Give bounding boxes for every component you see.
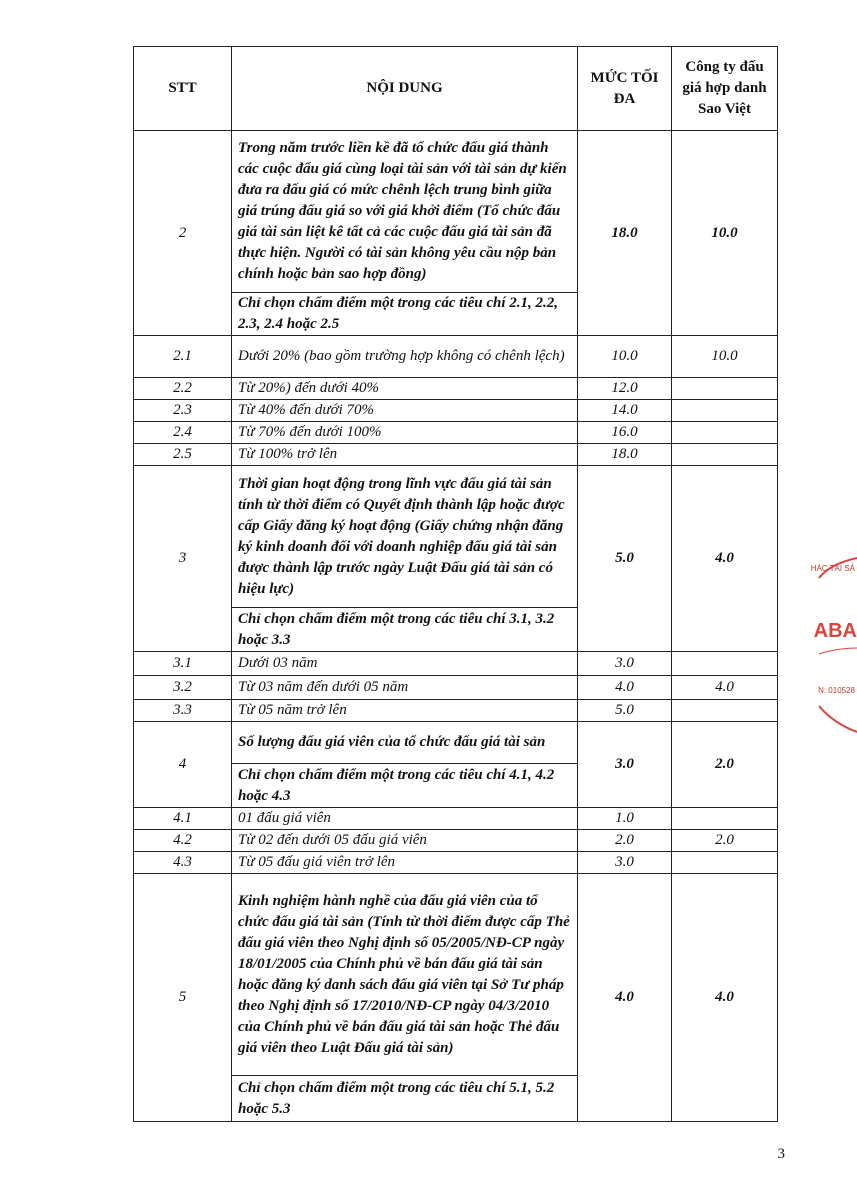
row-content: Thời gian hoạt động trong lĩnh vực đấu giá tài sản tính từ thời điểm có Quyết định thành lập hoặc được cấp Giấy đăng ký hoạt động (Giấy chứng nhận đăng ký kinh doanh đối với doanh nghiệp đấu giá tài sản được thành lập trước ngày Luật Đấu giá tài sản có hiệu lực) — [232, 466, 578, 608]
row-stt: 2.5 — [134, 444, 232, 466]
table-header-row — [134, 47, 778, 131]
table-row — [134, 700, 778, 722]
row-company-score: 4.0 — [672, 874, 778, 1122]
company-seal — [810, 556, 857, 736]
row-max-score: 10.0 — [578, 336, 672, 378]
row-max-score: 1.0 — [578, 808, 672, 830]
row-stt: 4.1 — [134, 808, 232, 830]
row-content: Từ 40% đến dưới 70% — [232, 400, 578, 422]
header-company-score: Công ty đấu giá hợp danh Sao Việt — [672, 47, 778, 131]
row-company-score: 10.0 — [672, 336, 778, 378]
row-company-score — [672, 444, 778, 466]
row-company-score: 2.0 — [672, 722, 778, 808]
row-stt: 4.3 — [134, 852, 232, 874]
scoring-table — [133, 46, 778, 1122]
table-row — [134, 808, 778, 830]
table-row — [134, 852, 778, 874]
row-stt: 2 — [134, 131, 232, 336]
table-row — [134, 722, 778, 764]
row-company-score — [672, 852, 778, 874]
table-row — [134, 676, 778, 700]
row-company-score — [672, 808, 778, 830]
row-max-score: 3.0 — [578, 652, 672, 676]
row-stt: 2.1 — [134, 336, 232, 378]
row-content: Từ 05 năm trở lên — [232, 700, 578, 722]
page-number: 3 — [777, 1146, 785, 1162]
row-content: Số lượng đấu giá viên của tổ chức đấu giá tài sản — [232, 722, 578, 764]
seal-text-bottom: N: 010528 — [818, 686, 855, 695]
row-max-score: 14.0 — [578, 400, 672, 422]
row-note: Chỉ chọn chấm điểm một trong các tiêu chí 4.1, 4.2 hoặc 4.3 — [232, 764, 578, 808]
row-stt: 3 — [134, 466, 232, 652]
table-row — [134, 466, 778, 608]
row-note: Chỉ chọn chấm điểm một trong các tiêu chí 3.1, 3.2 hoặc 3.3 — [232, 608, 578, 652]
row-max-score: 2.0 — [578, 830, 672, 852]
row-stt: 5 — [134, 874, 232, 1122]
header-content: NỘI DUNG — [232, 47, 578, 131]
table-row — [134, 400, 778, 422]
table-row — [134, 652, 778, 676]
row-stt: 4 — [134, 722, 232, 808]
table-row — [134, 874, 778, 1076]
table-row — [134, 444, 778, 466]
row-content: Từ 03 năm đến dưới 05 năm — [232, 676, 578, 700]
row-stt: 3.2 — [134, 676, 232, 700]
row-content: Từ 70% đến dưới 100% — [232, 422, 578, 444]
row-company-score: 10.0 — [672, 131, 778, 336]
row-content: Từ 05 đấu giá viên trở lên — [232, 852, 578, 874]
seal-text-middle: ABA — [813, 620, 857, 642]
row-content: 01 đấu giá viên — [232, 808, 578, 830]
row-max-score: 3.0 — [578, 852, 672, 874]
row-content: Kinh nghiệm hành nghề của đấu giá viên của tổ chức đấu giá tài sản (Tính từ thời điểm được cấp Thẻ đấu giá viên theo Nghị định số 05/2005/NĐ-CP ngày 18/01/2005 của Chính phủ về bán đấu giá tài sản hoặc đăng ký danh sách đấu giá viên tại Sở Tư pháp theo Nghị định số 17/2010/NĐ-CP ngày 04/3/2010 của Chính phủ về bán đấu giá tài sản hoặc Thẻ đấu giá viên theo Luật Đấu giá tài sản) — [232, 874, 578, 1076]
row-stt: 4.2 — [134, 830, 232, 852]
row-max-score: 12.0 — [578, 378, 672, 400]
row-max-score: 18.0 — [578, 131, 672, 336]
row-max-score: 5.0 — [578, 466, 672, 652]
row-max-score: 18.0 — [578, 444, 672, 466]
row-stt: 2.3 — [134, 400, 232, 422]
table-row — [134, 336, 778, 378]
row-stt: 3.3 — [134, 700, 232, 722]
row-content: Từ 20%) đến dưới 40% — [232, 378, 578, 400]
row-company-score — [672, 400, 778, 422]
table-row — [134, 131, 778, 293]
row-content: Từ 100% trở lên — [232, 444, 578, 466]
header-stt: STT — [134, 47, 232, 131]
row-content: Trong năm trước liền kề đã tổ chức đấu giá thành các cuộc đấu giá cùng loại tài sản với tài sản dự kiến đưa ra đấu giá có mức chênh lệch trung bình giữa giá trúng đấu giá so với giá khởi điểm (Tổ chức đấu giá tài sản liệt kê tất cả các cuộc đấu giá tài sản đã thực hiện. Người có tài sản không yêu cầu nộp bản chính hoặc bản sao hợp đồng) — [232, 131, 578, 293]
row-stt: 2.4 — [134, 422, 232, 444]
row-max-score: 5.0 — [578, 700, 672, 722]
seal-text-top: HÁC TÀI SẢ — [810, 564, 855, 573]
row-max-score: 4.0 — [578, 676, 672, 700]
row-company-score: 4.0 — [672, 466, 778, 652]
row-max-score: 3.0 — [578, 722, 672, 808]
row-note: Chỉ chọn chấm điểm một trong các tiêu chí 2.1, 2.2, 2.3, 2.4 hoặc 2.5 — [232, 293, 578, 336]
row-max-score: 16.0 — [578, 422, 672, 444]
row-company-score — [672, 700, 778, 722]
table-row — [134, 378, 778, 400]
row-stt: 3.1 — [134, 652, 232, 676]
row-company-score — [672, 652, 778, 676]
table-row — [134, 830, 778, 852]
row-max-score: 4.0 — [578, 874, 672, 1122]
table-row — [134, 422, 778, 444]
row-company-score: 4.0 — [672, 676, 778, 700]
row-stt: 2.2 — [134, 378, 232, 400]
header-max-score: MỨC TỐI ĐA — [578, 47, 672, 131]
row-company-score — [672, 422, 778, 444]
row-company-score — [672, 378, 778, 400]
row-note: Chỉ chọn chấm điểm một trong các tiêu chí 5.1, 5.2 hoặc 5.3 — [232, 1076, 578, 1122]
row-content: Dưới 03 năm — [232, 652, 578, 676]
row-company-score: 2.0 — [672, 830, 778, 852]
row-content: Dưới 20% (bao gồm trường hợp không có chênh lệch) — [232, 336, 578, 378]
row-content: Từ 02 đến dưới 05 đấu giá viên — [232, 830, 578, 852]
